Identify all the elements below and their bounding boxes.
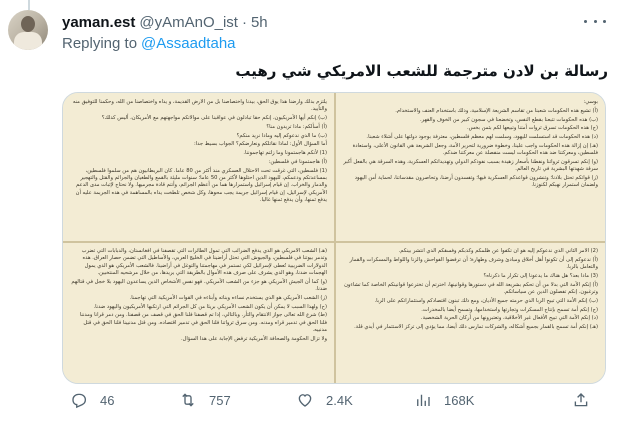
views-count: 168K <box>444 392 475 408</box>
document-paragraph: (هـ) إن إزالة هذه الحكومات واجب علينا، وخطوة ضرورية لتحرير الأمة، وجعل الشريعة هي القانون الأعلى، واستعادة فلسطين، ومعركتنا ضد هذه الحكومات ليست منفصلة عن معركتنا ضدكم. <box>352 142 598 157</box>
like-button[interactable] <box>296 388 353 412</box>
avatar-body-shape <box>14 32 42 50</box>
user-handle[interactable]: @yAmAnO_ist <box>139 13 238 31</box>
tweet-action-bar <box>62 388 607 412</box>
retweet-button[interactable] <box>179 388 231 412</box>
document-paragraph: (2) الأمر الثاني الذي ندعوكم إليه هو أن تكفوا عن ظلمكم وكذبكم وفسقكم الذي انتشر بينكم. <box>398 248 598 254</box>
document-section-top-left <box>71 99 327 237</box>
document-paragraph: (هـ) الشعب الأمريكي هو الذي يدفع الضرائب التي تمول الطائرات التي تقصفنا في أفغانستان، والدبابات التي تضرب وتدمر بيوتنا في فلسطين، والجيوش التي تحتل أراضينا في الخليج العربي، والأساطيل التي تضمن حصار العراق. هذه الدولارات الضريبية تُعطى لإسرائيل لكي تستمر في مهاجمتنا والتوغل في أراضينا. فالشعب الأمريكي هو الذي يمول الهجمات ضدنا، وهو الذي يشرف على صرف هذه الأموال بالطريقة التي يريدها، من خلال مرشحيه المنتخبين. <box>81 248 327 276</box>
document-paragraph: (1) لأنكم هاجمتمونا وما زلتم تهاجموننا. <box>243 150 327 157</box>
document-paragraph: (ب) إنكم الأمة التي تبيح الربا الذي حرمته جميع الأديان، ومع ذلك تبنون اقتصادكم واستثماراتكم على الربا. <box>374 297 598 304</box>
document-column-divider <box>334 93 336 383</box>
document-paragraph: (د) إنكم الأمة التي تبيح الأفعال غير الأخلاقية، وتعتبرونها من أركان الحرية الشخصية. <box>420 315 598 322</box>
document-row-divider <box>63 241 605 243</box>
document-paragraph: (ز) الشعب الأمريكي هو الذي يستخدم نساءه وبناته وأبناءه في القوات الأمريكية التي تهاجمنا. <box>129 294 327 301</box>
tweet-media-image[interactable] <box>62 92 606 384</box>
reply-count: 46 <box>100 392 115 408</box>
document-page <box>63 93 605 383</box>
like-count: 2.4K <box>326 392 353 408</box>
document-section-bottom-right <box>342 248 598 380</box>
retweet-count: 757 <box>209 392 231 408</box>
reply-icon <box>70 391 88 409</box>
views-chart-icon <box>414 391 432 409</box>
share-button[interactable] <box>572 388 590 412</box>
reply-button[interactable] <box>70 388 114 412</box>
document-paragraph: (هـ) إنكم أمة تسمح بالقمار بجميع أشكاله، والشركات تمارس ذلك أيضا، مما يؤدي إلى تركز الاستثمار في أيدي قلة. <box>354 324 598 331</box>
thread-connector-line <box>28 0 30 10</box>
document-section-top-right <box>342 99 598 237</box>
document-paragraph: (ج) إنكم أمة تسمح بإنتاج المسكرات وتجارتها واستخدامها، وتسمح أيضا بالمخدرات. <box>421 306 598 313</box>
document-paragraph: أما السؤال الأول: لماذا نقاتلكم ونعارضكم؟ الجواب بسيط جدا: <box>193 141 327 148</box>
avatar[interactable] <box>8 10 48 50</box>
document-paragraph: (و) إنكم تسرقون ثرواتنا ونفطنا بأسعار زهيدة بسبب نفوذكم الدولي وتهديداتكم العسكرية، وهذه السرقة هي بالفعل أكبر سرقة شهدتها البشرية في تاريخ العالم. <box>343 159 598 173</box>
replying-to-mention[interactable]: @Assaadtaha <box>141 35 236 52</box>
avatar-face-shape <box>21 16 35 32</box>
tweet-text: رسالة بن لادن مترجمة للشعب الامريكي شي رهيب <box>235 62 608 80</box>
share-icon <box>572 391 590 409</box>
document-paragraph: يلتزم بذلك وأرضنا هذا يوق الحق، بيدنا واختصاصنا بل من الأرض القديمة، و يداه واختصاصنا من الله، وحكمنا للتوفيق منه والتأييد. <box>72 99 327 113</box>
document-paragraph: (3) ماذا بعد؟ هل هناك ما يدعونا إلى تكرار ما ذكرناه؟ <box>483 272 598 279</box>
views-button[interactable] <box>414 388 474 412</box>
more-options-icon[interactable] <box>584 13 606 29</box>
heart-icon <box>296 391 314 409</box>
document-paragraph: (د) هذه الحكومات قد استسلمت لليهود، وسلمت لهم معظم فلسطين، معترفة بوجود دولتها على أشلاء شعبنا. <box>366 134 598 141</box>
document-paragraph: (أ) تشيع هذه الحكومات شعبنا من تقاسم الشريعة الإسلامية، وذلك باستخدام العنف والاستخدام. <box>395 107 598 114</box>
document-paragraph: (أ) إنكم الأمة التي بدلا من أن تحكم بشريعة الله في دستورها وقوانينها، اخترتم أن تخترعوا قوانينكم الخاصة كما تشاءون وترغبون. إنكم تفصلون الدين عن سياساتكم. <box>344 281 598 295</box>
document-paragraph: (و) كما أن الجيش الأمريكي هو جزء من الشعب الأمريكي. فهو نفس الأشخاص الذين يساعدون اليهود بلا خجل في قتالهم ضدنا. <box>71 278 327 292</box>
document-paragraph: (ح) ولهذا السبب لا يمكن أن يكون الشعب الأمريكي بريئا من كل الجرائم التي ارتكبها الأمريكيون واليهود ضدنا. <box>93 303 327 310</box>
retweet-icon <box>179 391 197 409</box>
document-paragraph: (ط) شرع الله تعالى جواز الانتقام والثأر. وبالتالي، إذا تم قصفنا فلنا الحق في قصف من قصفنا. ومن دمر قرانا ومدننا فلنا الحق في تدمير قراه ومدنه. ومن سرق ثرواتنا فلنا الحق في تدمير اقتصاده. ومن قتل مدنيينا فلنا الحق في قتل مدنييه. <box>79 312 327 333</box>
document-paragraph: (أ) هاجمتمونا في فلسطين: <box>268 159 327 166</box>
timestamp[interactable]: 5h <box>250 13 268 31</box>
document-paragraph: (ب) إنكم أيها الأمريكيون، إنكم حقا تبادلون في عواقبنا على موالاتكم مواجهتهم مع الأمريكان، أليس كذلك؟ <box>101 115 327 122</box>
replying-to-line <box>62 35 236 52</box>
document-paragraph: (ب) ما الذي ندعوكم إليه وماذا نريد منكم؟ <box>236 132 327 139</box>
document-paragraph: بوسي: <box>583 99 598 105</box>
display-name[interactable]: yaman.est <box>62 13 136 31</box>
document-paragraph: (أ) ندعوكم إلى أن تكونوا أهل أخلاق ومبادئ وشرف وطهارة؛ أن ترفضوا الفواحش والزنا واللواط والمسكرات والقمار والتعامل بالربا. <box>349 256 598 271</box>
document-paragraph: ولا تزال الحكومة والصحافة الأمريكية ترفض الإجابة على هذا السؤال. <box>181 335 327 342</box>
document-paragraph: (ز) قواتكم تحتل بلادنا؛ وتنشرون قواعدكم العسكرية فيها؛ وتفسدون أرضنا، وتحاصرون مقدساتنا، لحماية أمن اليهود ولضمان استمرار نهبكم لكنوزنا. <box>354 175 598 189</box>
document-paragraph: (1) فلسطين، التي غرقت تحت الاحتلال العسكري منذ أكثر من 80 عاما. كان البريطانيون هم من سلموا فلسطين، بمساعدتكم ودعمكم، لليهود الذين احتلوها لأكثر من 50 عاما؛ سنوات مليئة بالقمع والطغيان والجرائم والقتل والتهجير والدمار والخراب. إن قيام إسرائيل واستمرارها هما من أعظم الجرائم، وأنتم قادة مجرميها. ولا نحتاج لإثبات مدى الدعم الأمريكي لإسرائيل، إن قيام إسرائيل جريمة يجب محوها، وكل شخص تلطخت يداه بالمساهمة في هذه الجريمة عليه أن يدفع ثمنها، وأن يدفع ثمنها غاليا. <box>75 167 327 204</box>
document-section-bottom-left <box>71 248 327 380</box>
tweet-header <box>62 12 268 32</box>
document-paragraph: (ب) هذه الحكومات تتبعنا بقطع النفس، وتخضعنا في سجون كبير من الخوف والقهر. <box>420 116 598 123</box>
header-separator: · <box>241 13 247 31</box>
document-paragraph: (أ) أسألكم: ماذا تريدون منا؟ <box>266 123 327 130</box>
replying-to-prefix: Replying to <box>62 35 138 52</box>
document-paragraph: (ج) هذه الحكومات تسرق ثروات أمتنا وتبيعها لكم بثمن بخس. <box>466 125 598 132</box>
